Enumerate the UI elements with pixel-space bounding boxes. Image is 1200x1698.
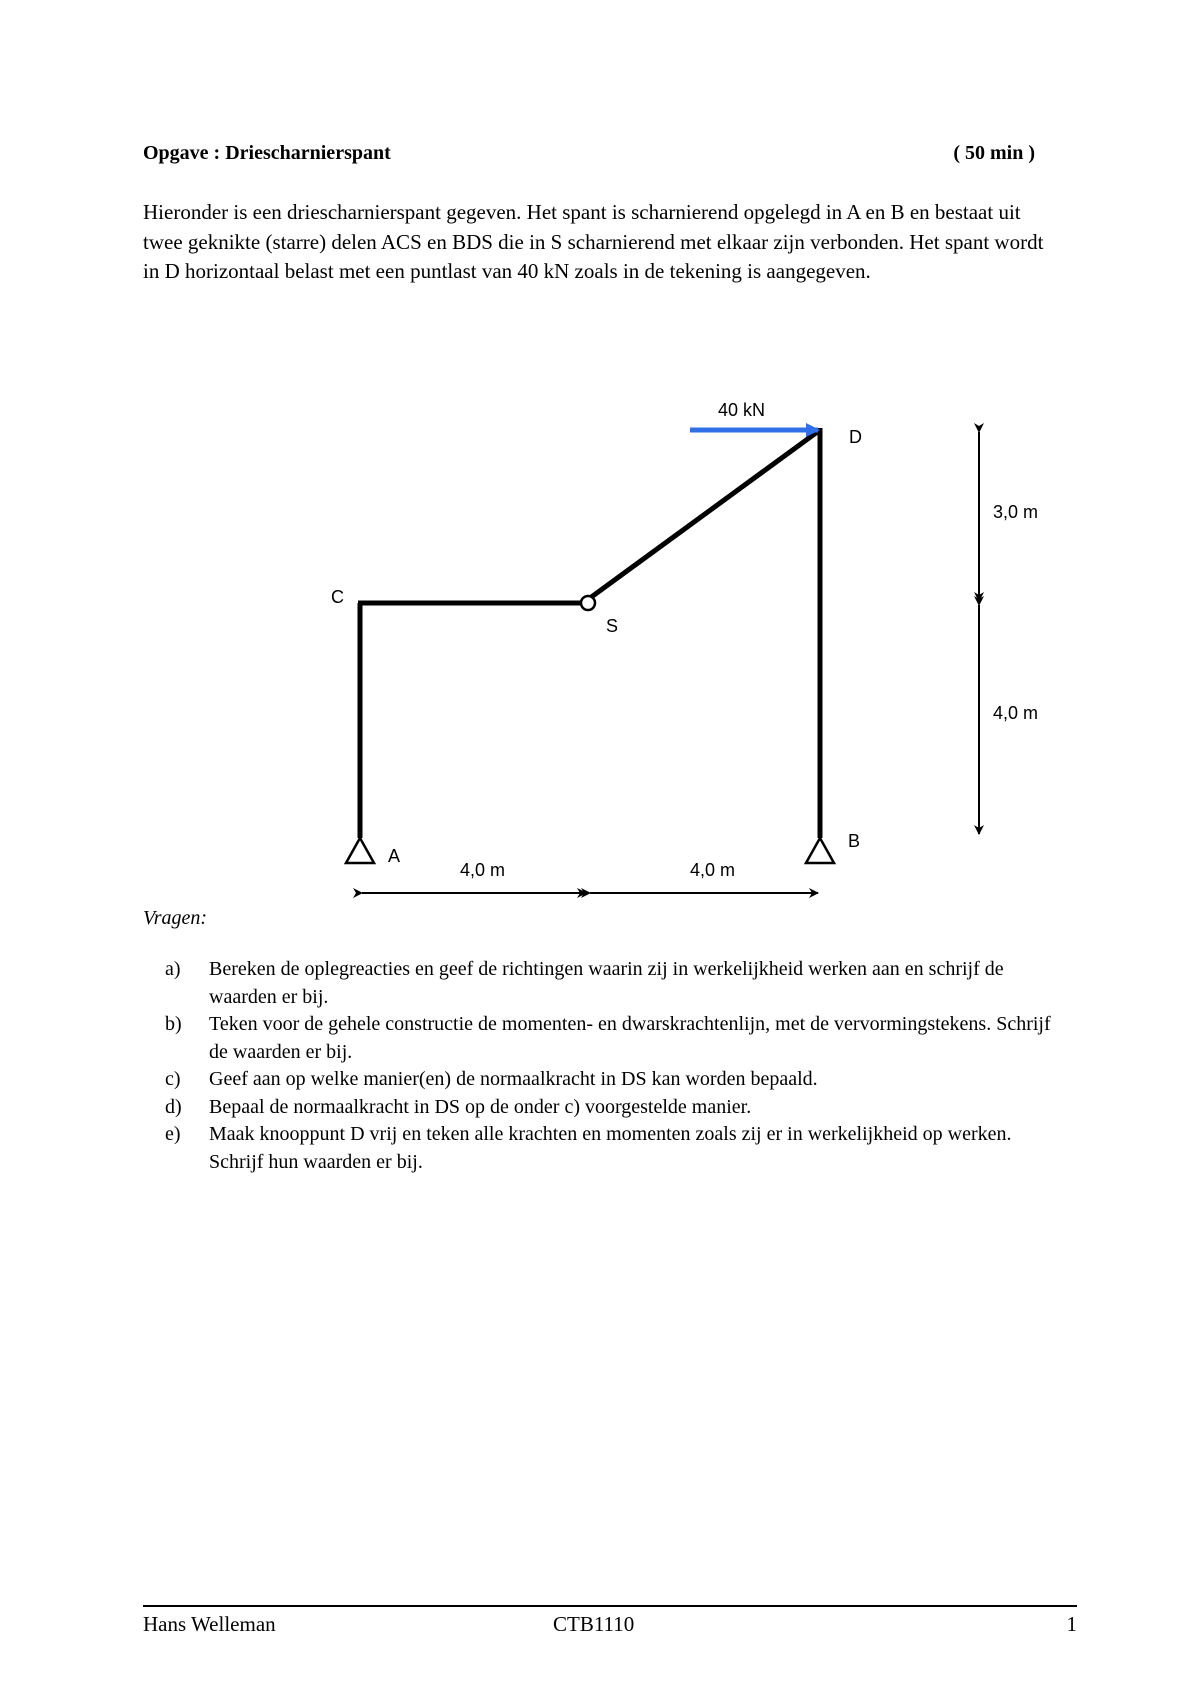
question-text: Bereken de oplegreacties en geef de richtingen waarin zij in werkelijkheid werken aan en schrijf de waarden er bij. — [209, 958, 1004, 1008]
list-item — [165, 1066, 1065, 1094]
page-number: 1 — [1066, 1612, 1077, 1636]
dimension-horizontal — [362, 860, 818, 893]
load-label: 40 kN — [718, 400, 766, 420]
hinge-S — [581, 596, 595, 610]
label-C: C — [331, 587, 344, 607]
question-letter: e) — [165, 1123, 181, 1145]
question-text: Bepaal de normaalkracht in DS op de onder c) voorgestelde manier. — [209, 1095, 752, 1118]
exercise-title: Opgave : Driescharnierspant — [143, 142, 391, 164]
intro-paragraph: Hieronder is een driescharnierspant gegeven. Het spant is scharnierend opgelegd in A en B en bestaat uit twee geknikte (starre) delen ACS en BDS die in S scharnierend met elkaar zijn verbonden. Het spant wordt in D horizontaal belast met een puntlast van 40 kN zoals in de tekening is aangegeven. — [143, 200, 1044, 283]
list-item — [165, 1121, 1065, 1176]
questions-list — [165, 956, 1065, 1176]
footer-author: Hans Welleman — [143, 1612, 276, 1636]
question-letter: c) — [165, 1068, 181, 1090]
list-item — [165, 956, 1065, 1011]
question-text: Geef aan op welke manier(en) de normaalkracht in DS kan worden bepaald. — [209, 1068, 818, 1090]
dimension-vertical — [979, 432, 1038, 834]
label-A: A — [388, 846, 401, 866]
dim-label-SB: 4,0 m — [690, 860, 736, 880]
questions-heading: Vragen: — [143, 907, 208, 929]
label-S: S — [606, 616, 619, 636]
exercise-duration: ( 50 min ) — [953, 142, 1035, 164]
question-text: Teken voor de gehele constructie de momenten- en dwarskrachtenlijn, met de vervormingstekens. Schrijf de waarden er bij. — [209, 1013, 1051, 1063]
question-letter: b) — [165, 1013, 182, 1035]
support-B — [806, 838, 834, 863]
question-letter: d) — [165, 1095, 182, 1118]
member-SD — [590, 430, 820, 598]
question-text: Maak knooppunt D vrij en teken alle krachten en momenten zoals zij er in werkelijkheid op werken. Schrijf hun waarden er bij. — [209, 1123, 1012, 1173]
label-D: D — [849, 427, 862, 447]
label-B: B — [848, 831, 861, 851]
page-footer — [143, 1612, 1077, 1637]
dim-label-AS: 4,0 m — [460, 860, 506, 880]
frame-members — [358, 428, 820, 838]
footer-course: CTB1110 — [553, 1612, 635, 1636]
list-item — [165, 1011, 1065, 1066]
dim-label-top: 3,0 m — [993, 502, 1039, 522]
footer-divider — [143, 1605, 1077, 1607]
list-item — [165, 1094, 1065, 1122]
support-A — [346, 838, 374, 863]
question-letter: a) — [165, 958, 181, 980]
dim-label-bottom: 4,0 m — [993, 703, 1039, 723]
